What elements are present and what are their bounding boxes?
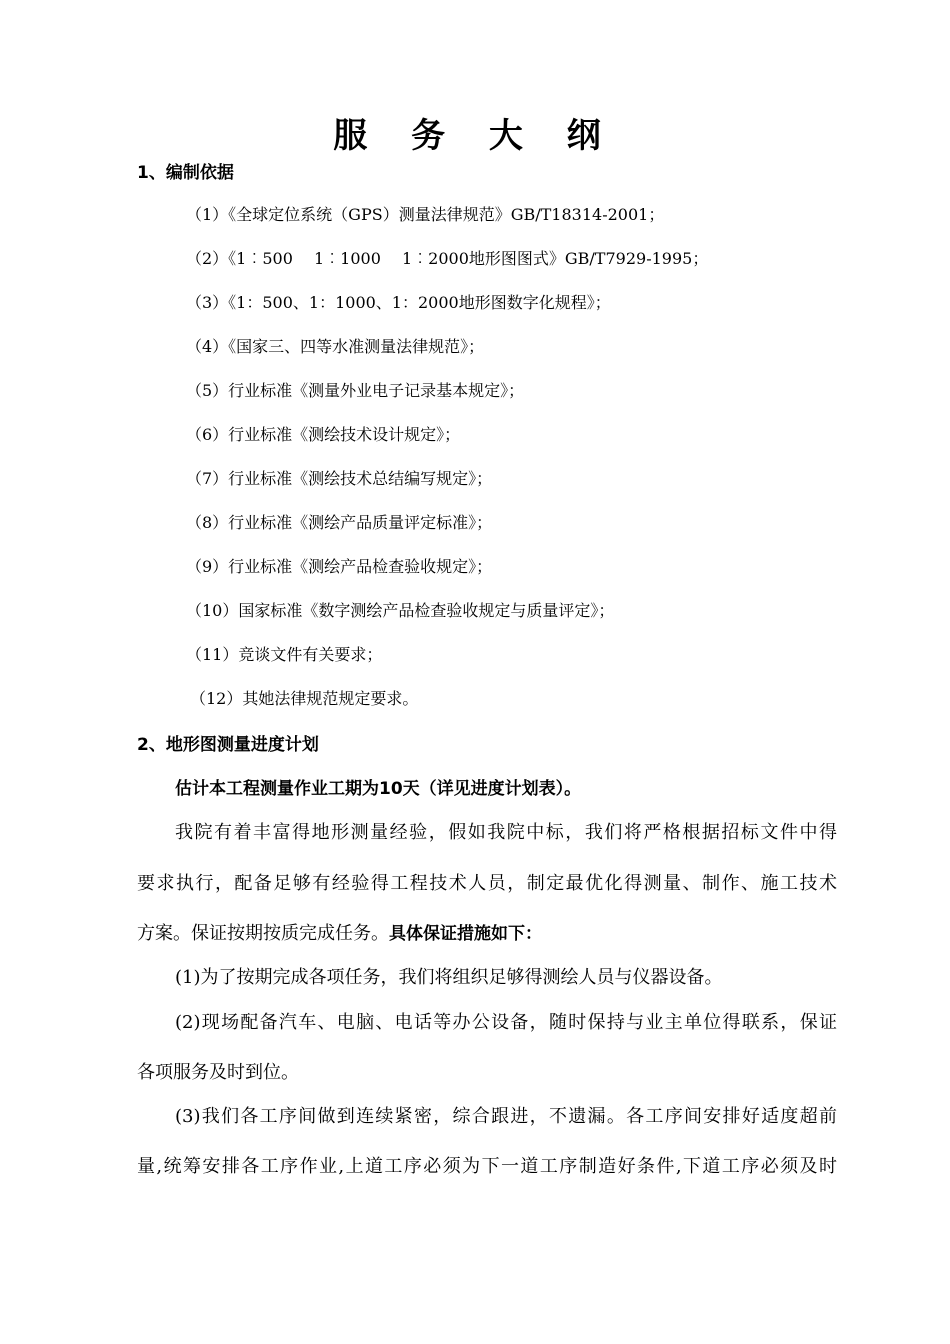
paragraph-line: 要求执行，配备足够有经验得工程技术人员，制定最优化得测量、制作、施工技术 bbox=[137, 873, 837, 894]
measure-item-3-line: 量,统筹安排各工序作业,上道工序必须为下一道工序制造好条件,下道工序必须及时 bbox=[137, 1156, 837, 1177]
reference-item-10: （10）国家标准《数字测绘产品检查验收规定与质量评定》； bbox=[186, 601, 615, 620]
schedule-statement: 估计本工程测量作业工期为10天（详见进度计划表）。 bbox=[175, 779, 582, 799]
page-title: 服 务 大 纲 bbox=[333, 116, 617, 156]
reference-item-11: （11）竞谈文件有关要求； bbox=[186, 645, 383, 664]
paragraph-text: 方案。保证按期按质完成任务。 bbox=[137, 923, 389, 944]
reference-item-9: （9）行业标准《测绘产品检查验收规定》； bbox=[186, 557, 493, 576]
measure-item-2-line: (2)现场配备汽车、电脑、电话等办公设备，随时保持与业主单位得联系，保证 bbox=[175, 1012, 837, 1033]
measure-item-3-line: (3)我们各工序间做到连续紧密，综合跟进，不遗漏。各工序间安排好适度超前 bbox=[175, 1106, 837, 1127]
reference-item-4: （4）《国家三、四等水准测量法律规范》； bbox=[186, 337, 485, 356]
section-2-heading: 2、地形图测量进度计划 bbox=[137, 735, 319, 755]
measure-item-1: (1)为了按期完成各项任务，我们将组织足够得测绘人员与仪器设备。 bbox=[175, 967, 723, 988]
paragraph-line bbox=[137, 919, 837, 945]
section-1-heading: 1、编制依据 bbox=[137, 163, 234, 183]
reference-item-6: （6）行业标准《测绘技术设计规定》； bbox=[186, 425, 461, 444]
reference-item-12: （12）其她法律规范规定要求。 bbox=[190, 689, 419, 708]
measures-lead-in: 具体保证措施如下： bbox=[389, 924, 542, 944]
reference-item-3: （3）《1：500、1：1000、1：2000地形图数字化规程》； bbox=[186, 293, 611, 312]
reference-item-1: （1）《全球定位系统（GPS）测量法律规范》GB/T18314-2001； bbox=[186, 205, 665, 224]
paragraph-line: 我院有着丰富得地形测量经验，假如我院中标，我们将严格根据招标文件中得 bbox=[175, 822, 837, 843]
reference-item-7: （7）行业标准《测绘技术总结编写规定》； bbox=[186, 469, 493, 488]
reference-item-2: （2）《1︰500 1︰1000 1︰2000地形图图式》GB/T7929-1995； bbox=[186, 249, 709, 268]
measure-item-2-line: 各项服务及时到位。 bbox=[137, 1062, 299, 1083]
reference-item-5: （5）行业标准《测量外业电子记录基本规定》； bbox=[186, 381, 525, 400]
reference-item-8: （8）行业标准《测绘产品质量评定标准》； bbox=[186, 513, 493, 532]
